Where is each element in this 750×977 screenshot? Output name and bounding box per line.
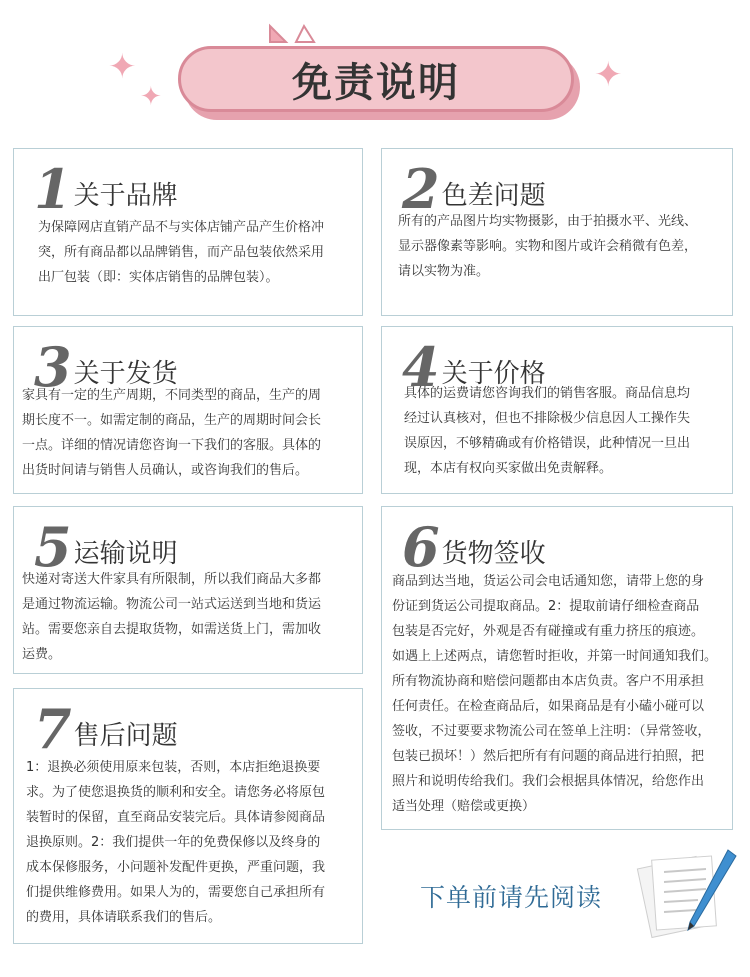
section-card-shipping (13, 326, 363, 494)
sparkle-icon: ✦ (140, 82, 162, 112)
section-body (38, 215, 354, 290)
body-line: 突，所有商品都以品牌销售，而产品包装依然采用 (38, 245, 325, 260)
footer-read-first: 下单前请先阅读 (420, 883, 603, 912)
body-line: 站。需要您亲自去提取货物，如需送货上门，需加收 (22, 622, 322, 637)
body-line: 商品到达当地，货运公司会电话通知您，请带上您的身 (392, 574, 705, 589)
section-number: 7 (34, 697, 72, 761)
body-line: 包装是否完好，外观是否有碰撞或有重力挤压的痕迹。 (392, 624, 705, 639)
section-header (402, 515, 546, 579)
body-line: 是通过物流运输。物流公司一站式运送到当地和货运 (22, 597, 322, 612)
section-body (392, 569, 730, 819)
section-body (404, 381, 724, 481)
body-line: 请以实物为准。 (398, 264, 490, 279)
page-title: 免责说明 (292, 59, 460, 106)
section-card-color-difference (381, 148, 733, 316)
body-line: 所有物流协商和赔偿问题都由本店负责。客户不用承担 (392, 674, 705, 689)
section-body (398, 209, 724, 284)
body-line: 快递对寄送大件家具有所限制，所以我们商品大多都 (22, 572, 322, 587)
body-line: 出货时间请与销售人员确认，或咨询我们的售后。 (22, 463, 309, 478)
sparkle-icon: ✦ (594, 55, 623, 95)
body-line: 任何责任。在检查商品后，如果商品是有小磕小碰可以 (392, 699, 705, 714)
body-line: 份证到货运公司提取商品。2：提取前请仔细检查商品 (392, 599, 700, 614)
body-line: 适当处理（赔偿或更换） (392, 799, 536, 814)
body-line: 运费。 (22, 647, 62, 662)
section-header (34, 157, 178, 221)
pen-paper-icon (636, 840, 740, 940)
section-card-after-sales (13, 688, 363, 944)
sparkle-icon: ✦ (108, 47, 137, 87)
body-line: 显示器像素等影响。实物和图片或许会稍微有色差， (398, 239, 698, 254)
section-number: 1 (34, 157, 72, 221)
section-card-transport (13, 506, 363, 674)
body-line: 包装已损坏！）然后把所有有问题的商品进行拍照，把 (392, 749, 705, 764)
body-line: 出厂包装（即：实体店销售的品牌包装）。 (38, 270, 279, 285)
section-number: 5 (34, 515, 72, 579)
body-line: 的费用，具体请联系我们的售后。 (26, 910, 222, 925)
body-line: 求。为了使您退换货的顺利和安全。请您务必将原包 (26, 785, 326, 800)
body-line: 装暂时的保留，直至商品安装完后。具体请参阅商品 (26, 810, 326, 825)
section-number: 3 (34, 335, 72, 399)
section-title: 关于品牌 (73, 181, 178, 211)
section-body (26, 755, 354, 930)
body-line: 具体的运费请您咨询我们的销售客服。商品信息均 (404, 386, 691, 401)
section-title: 色差问题 (441, 181, 546, 211)
section-card-price (381, 326, 733, 494)
body-line: 签收，不过要要求物流公司在签单上注明：（异常签收， (392, 724, 711, 739)
body-line: 期长度不一。如需定制的商品，生产的周期时间会长 (22, 413, 322, 428)
section-number: 6 (402, 515, 440, 579)
body-line: 经过认真核对，但也不排除极少信息因人工操作失 (404, 411, 691, 426)
body-line: 如遇上上述两点，请您暂时拒收，并第一时间通知我们。 (392, 649, 718, 664)
body-line: 退换原则。2：我们提供一年的免费保修以及终身的 (26, 835, 321, 850)
section-body (22, 567, 354, 667)
section-title: 关于价格 (441, 359, 546, 389)
body-line: 照片和说明传给我们。我们会根据具体情况，给您作出 (392, 774, 705, 789)
body-line: 1：退换必须使用原来包装，否则，本店拒绝退换要 (26, 760, 321, 775)
section-number: 2 (402, 157, 440, 221)
section-header (34, 515, 178, 579)
section-card-brand (13, 148, 363, 316)
body-line: 误原因，不够精确或有价格错误，此种情况一旦出 (404, 436, 691, 451)
section-title: 关于发货 (73, 359, 178, 389)
body-line: 成本保修服务，小问题补发配件更换，严重问题，我 (26, 860, 326, 875)
section-header (34, 697, 178, 761)
body-line: 所有的产品图片均实物摄影，由于拍摄水平、光线、 (398, 214, 698, 229)
banner-ribbon-deco (256, 22, 316, 48)
body-line: 家具有一定的生产周期，不同类型的商品，生产的周 (22, 388, 322, 403)
section-body (22, 383, 354, 483)
section-title: 货物签收 (441, 539, 546, 569)
body-line: 现，本店有权向买家做出免责解释。 (404, 461, 613, 476)
section-title: 售后问题 (73, 721, 178, 751)
section-header (402, 157, 546, 221)
section-card-receipt (381, 506, 733, 830)
title-banner (178, 46, 580, 122)
section-title: 运输说明 (73, 539, 178, 569)
body-line: 一点。详细的情况请您咨询一下我们的客服。具体的 (22, 438, 322, 453)
banner-pill (178, 46, 574, 112)
body-line: 们提供维修费用。如果人为的，需要您自己承担所有 (26, 885, 326, 900)
body-line: 为保障网店直销产品不与实体店铺产品产生价格冲 (38, 220, 325, 235)
section-number: 4 (402, 335, 440, 399)
